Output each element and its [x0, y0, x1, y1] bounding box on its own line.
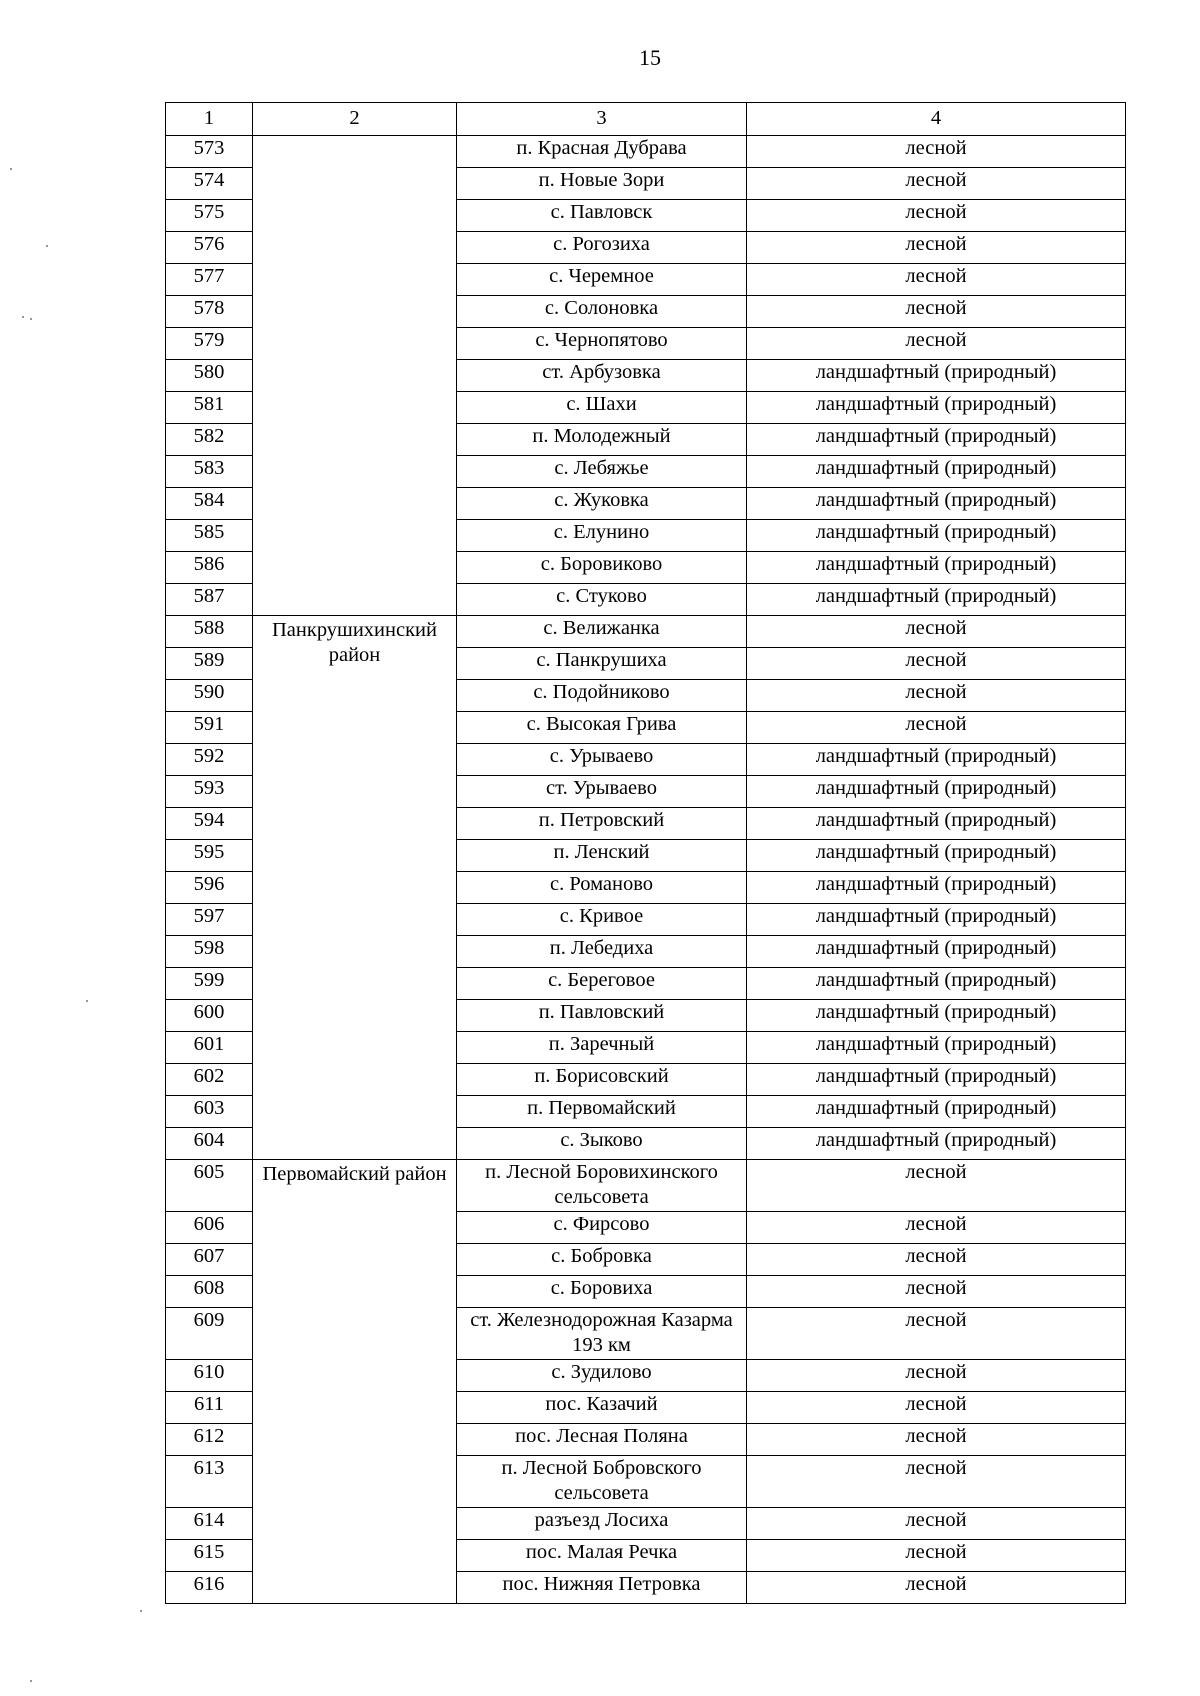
fire-type: лесной: [747, 616, 1126, 648]
fire-type: лесной: [747, 1392, 1126, 1424]
row-number: 594: [166, 808, 253, 840]
row-number: 584: [166, 488, 253, 520]
fire-type: ландшафтный (природный): [747, 776, 1126, 808]
fire-type: лесной: [747, 712, 1126, 744]
fire-type: ландшафтный (природный): [747, 456, 1126, 488]
row-number: 573: [166, 136, 253, 168]
row-number: 577: [166, 264, 253, 296]
row-number: 582: [166, 424, 253, 456]
settlement-name: ст. Железнодорожная Казарма 193 км: [457, 1308, 747, 1360]
fire-type: лесной: [747, 1212, 1126, 1244]
row-number: 602: [166, 1064, 253, 1096]
settlement-name: п. Павловский: [457, 1000, 747, 1032]
row-number: 605: [166, 1160, 253, 1212]
fire-type: лесной: [747, 1276, 1126, 1308]
row-number: 593: [166, 776, 253, 808]
settlement-name: с. Шахи: [457, 392, 747, 424]
settlement-name: с. Велижанка: [457, 616, 747, 648]
fire-type: ландшафтный (природный): [747, 360, 1126, 392]
settlement-name: с. Павловск: [457, 200, 747, 232]
settlement-name: п. Первомайский: [457, 1096, 747, 1128]
fire-type: лесной: [747, 1360, 1126, 1392]
settlement-name: с. Бобровка: [457, 1244, 747, 1276]
fire-type: ландшафтный (природный): [747, 1128, 1126, 1160]
row-number: 601: [166, 1032, 253, 1064]
row-number: 611: [166, 1392, 253, 1424]
district-name: [253, 136, 457, 616]
fire-type: ландшафтный (природный): [747, 968, 1126, 1000]
row-number: 597: [166, 904, 253, 936]
settlement-name: п. Новые Зори: [457, 168, 747, 200]
row-number: 598: [166, 936, 253, 968]
fire-type: ландшафтный (природный): [747, 488, 1126, 520]
row-number: 586: [166, 552, 253, 584]
row-number: 604: [166, 1128, 253, 1160]
scan-speck: [86, 1000, 88, 1002]
fire-type: ландшафтный (природный): [747, 1096, 1126, 1128]
fire-type: ландшафтный (природный): [747, 1064, 1126, 1096]
row-number: 590: [166, 680, 253, 712]
settlement-name: с. Фирсово: [457, 1212, 747, 1244]
settlement-name: с. Стуково: [457, 584, 747, 616]
row-number: 579: [166, 328, 253, 360]
settlement-name: ст. Урываево: [457, 776, 747, 808]
table-header-row: [166, 103, 1126, 136]
settlement-name: п. Ленский: [457, 840, 747, 872]
district-name: Первомайский район: [253, 1160, 457, 1604]
row-number: 583: [166, 456, 253, 488]
row-number: 587: [166, 584, 253, 616]
row-number: 603: [166, 1096, 253, 1128]
settlement-name: с. Кривое: [457, 904, 747, 936]
fire-type: ландшафтный (природный): [747, 1000, 1126, 1032]
scan-speck: [140, 1610, 142, 1612]
row-number: 610: [166, 1360, 253, 1392]
scan-speck: [10, 168, 12, 170]
fire-type: лесной: [747, 200, 1126, 232]
fire-type: лесной: [747, 264, 1126, 296]
row-number: 580: [166, 360, 253, 392]
settlement-name: разъезд Лосиха: [457, 1508, 747, 1540]
fire-type: лесной: [747, 1456, 1126, 1508]
settlement-name: п. Лесной Бобровского сельсовета: [457, 1456, 747, 1508]
row-number: 576: [166, 232, 253, 264]
settlement-name: с. Романово: [457, 872, 747, 904]
settlement-name: п. Лебедиха: [457, 936, 747, 968]
settlement-name: п. Молодежный: [457, 424, 747, 456]
fire-type: ландшафтный (природный): [747, 840, 1126, 872]
row-number: 581: [166, 392, 253, 424]
settlement-name: с. Урываево: [457, 744, 747, 776]
fire-type: ландшафтный (природный): [747, 1032, 1126, 1064]
row-number: 609: [166, 1308, 253, 1360]
column-header-3: 3: [457, 103, 747, 136]
settlement-name: с. Жуковка: [457, 488, 747, 520]
row-number: 578: [166, 296, 253, 328]
row-number: 614: [166, 1508, 253, 1540]
settlement-name: с. Чернопятово: [457, 328, 747, 360]
row-number: 575: [166, 200, 253, 232]
fire-type: ландшафтный (природный): [747, 552, 1126, 584]
settlement-name: пос. Лесная Поляна: [457, 1424, 747, 1456]
fire-type: лесной: [747, 680, 1126, 712]
fire-type: лесной: [747, 168, 1126, 200]
settlement-name: с. Береговое: [457, 968, 747, 1000]
fire-type: лесной: [747, 1508, 1126, 1540]
row-number: 616: [166, 1572, 253, 1604]
settlement-name: с. Черемное: [457, 264, 747, 296]
settlement-name: с. Солоновка: [457, 296, 747, 328]
fire-type: лесной: [747, 1424, 1126, 1456]
scan-speck: [46, 245, 48, 247]
settlement-name: пос. Малая Речка: [457, 1540, 747, 1572]
fire-type: лесной: [747, 296, 1126, 328]
settlement-name: с. Подойниково: [457, 680, 747, 712]
fire-type: лесной: [747, 1540, 1126, 1572]
fire-type: лесной: [747, 648, 1126, 680]
settlement-name: с. Панкрушиха: [457, 648, 747, 680]
table-row: [166, 136, 1126, 168]
column-header-4: 4: [747, 103, 1126, 136]
table-body: [166, 136, 1126, 1604]
page-number: 15: [639, 45, 661, 70]
fire-type: ландшафтный (природный): [747, 808, 1126, 840]
fire-type: лесной: [747, 232, 1126, 264]
fire-type: лесной: [747, 1244, 1126, 1276]
row-number: 595: [166, 840, 253, 872]
settlement-name: ст. Арбузовка: [457, 360, 747, 392]
row-number: 600: [166, 1000, 253, 1032]
registry-table: [165, 102, 1126, 1604]
settlement-name: с. Боровиково: [457, 552, 747, 584]
scan-speck: [22, 316, 24, 318]
row-number: 574: [166, 168, 253, 200]
row-number: 606: [166, 1212, 253, 1244]
fire-type: лесной: [747, 1572, 1126, 1604]
settlement-name: с. Лебяжье: [457, 456, 747, 488]
row-number: 591: [166, 712, 253, 744]
table-row: [166, 616, 1126, 648]
settlement-name: с. Рогозиха: [457, 232, 747, 264]
settlement-name: с. Боровиха: [457, 1276, 747, 1308]
settlement-name: пос. Нижняя Петровка: [457, 1572, 747, 1604]
settlement-name: с. Елунино: [457, 520, 747, 552]
settlement-name: п. Красная Дубрава: [457, 136, 747, 168]
settlement-name: с. Зыково: [457, 1128, 747, 1160]
fire-type: ландшафтный (природный): [747, 744, 1126, 776]
settlement-name: п. Лесной Боровихинского сельсовета: [457, 1160, 747, 1212]
row-number: 599: [166, 968, 253, 1000]
row-number: 589: [166, 648, 253, 680]
scan-speck: [30, 1680, 32, 1682]
settlement-name: с. Зудилово: [457, 1360, 747, 1392]
row-number: 592: [166, 744, 253, 776]
row-number: 585: [166, 520, 253, 552]
row-number: 612: [166, 1424, 253, 1456]
row-number: 613: [166, 1456, 253, 1508]
district-name: Панкрушихинский район: [253, 616, 457, 1160]
settlement-name: пос. Казачий: [457, 1392, 747, 1424]
fire-type: ландшафтный (природный): [747, 872, 1126, 904]
row-number: 607: [166, 1244, 253, 1276]
fire-type: лесной: [747, 136, 1126, 168]
table-row: [166, 1160, 1126, 1212]
row-number: 596: [166, 872, 253, 904]
fire-type: лесной: [747, 328, 1126, 360]
settlement-name: п. Заречный: [457, 1032, 747, 1064]
fire-type: ландшафтный (природный): [747, 584, 1126, 616]
fire-type: ландшафтный (природный): [747, 936, 1126, 968]
fire-type: ландшафтный (природный): [747, 520, 1126, 552]
column-header-1: 1: [166, 103, 253, 136]
column-header-2: 2: [253, 103, 457, 136]
fire-type: ландшафтный (природный): [747, 424, 1126, 456]
fire-type: ландшафтный (природный): [747, 904, 1126, 936]
row-number: 615: [166, 1540, 253, 1572]
fire-type: лесной: [747, 1160, 1126, 1212]
settlement-name: с. Высокая Грива: [457, 712, 747, 744]
settlement-name: п. Борисовский: [457, 1064, 747, 1096]
scan-speck: [30, 318, 32, 320]
fire-type: лесной: [747, 1308, 1126, 1360]
fire-type: ландшафтный (природный): [747, 392, 1126, 424]
settlement-name: п. Петровский: [457, 808, 747, 840]
row-number: 608: [166, 1276, 253, 1308]
row-number: 588: [166, 616, 253, 648]
